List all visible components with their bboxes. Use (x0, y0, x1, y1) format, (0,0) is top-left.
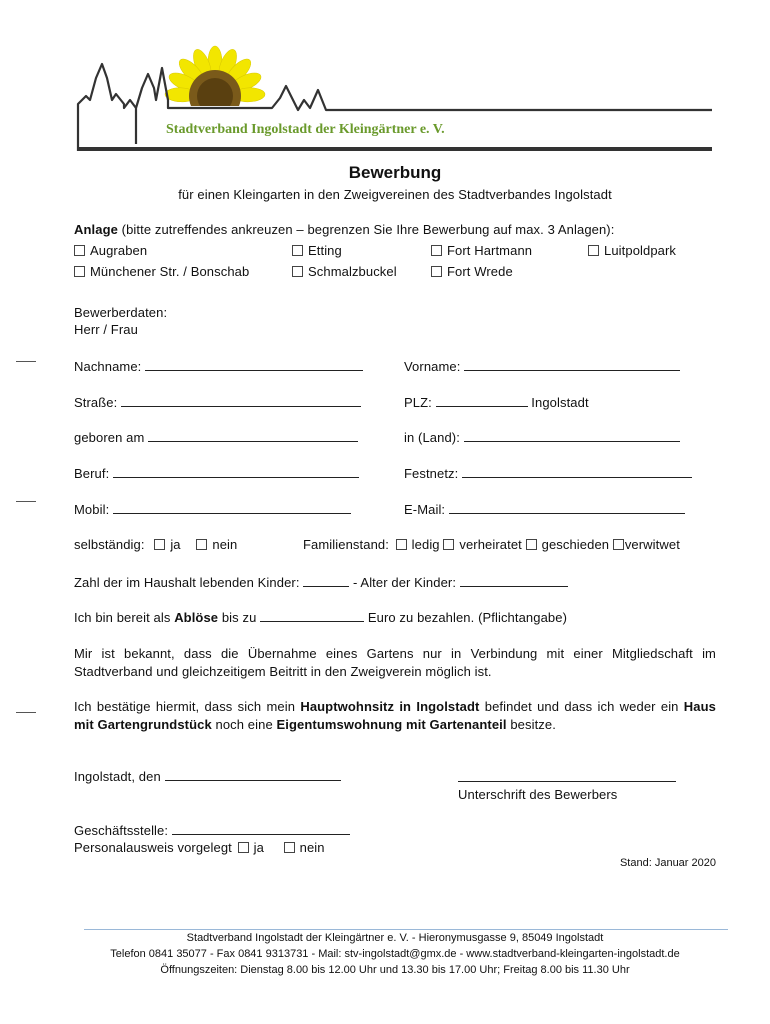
land-input[interactable] (464, 429, 680, 442)
field-label: Straße: (74, 395, 118, 410)
checkbox-verheiratet[interactable] (443, 539, 454, 550)
field-label: selbständig: (74, 537, 145, 552)
footer-hours: Öffnungszeiten: Dienstag 8.00 bis 12.00 Uhr und 13.30 bis 17.00 Uhr; Freitag 8.00 bis 11.30 Uhr (160, 964, 630, 976)
checkbox-geschieden[interactable] (526, 539, 537, 550)
email-field[interactable] (404, 501, 685, 517)
checkbox-nein[interactable] (284, 842, 295, 853)
paragraph-line: Stadtverband und gleichzeitigem Beitritt in den Zweigverein möglich ist. (74, 664, 492, 679)
option-label: Münchener Str. / Bonschab (90, 264, 250, 279)
checkbox[interactable] (292, 266, 303, 277)
option-label: Fort Wrede (447, 264, 513, 279)
field-label: Familienstand: (303, 537, 389, 552)
anlage-option[interactable] (431, 243, 532, 258)
plz-city: Ingolstadt (531, 395, 589, 410)
anlage-hint: (bitte zutreffendes ankreuzen – begrenzen Sie Ihre Bewerbung auf max. 3 Anlagen): (117, 222, 615, 237)
plz-input[interactable] (436, 394, 528, 407)
text: Euro zu bezahlen. (Pflichtangabe) (367, 610, 568, 625)
option-label: verwitwet (624, 537, 680, 552)
checkbox[interactable] (74, 266, 85, 277)
anlage-option[interactable] (431, 264, 513, 279)
bewerberdaten-label: Bewerberdaten: (74, 305, 168, 320)
text-bold: Ablöse (174, 610, 219, 625)
fold-mark (16, 361, 36, 362)
vorname-input[interactable] (464, 358, 680, 371)
signature-label: Unterschrift des Bewerbers (458, 787, 618, 802)
field-label: E-Mail: (404, 502, 446, 517)
strasse-input[interactable] (121, 394, 361, 407)
field-label: in (Land): (404, 430, 460, 445)
strasse-field[interactable] (74, 394, 361, 410)
form-subtitle: für einen Kleingarten in den Zweigvereinen des Stadtverbandes Ingolstadt (178, 187, 612, 202)
festnetz-field[interactable] (404, 465, 692, 481)
field-label: - Alter der Kinder: (353, 575, 457, 590)
kinder-row (74, 574, 568, 590)
signature-line[interactable] (458, 781, 676, 782)
text-bold: Eigentumswohnung mit Gartenanteil (276, 717, 507, 732)
geboren-field[interactable] (74, 429, 358, 445)
beruf-field[interactable] (74, 465, 359, 481)
geboren-input[interactable] (148, 429, 358, 442)
option-label: ja (170, 537, 181, 552)
option-label: verheiratet (459, 537, 522, 552)
fold-mark (16, 712, 36, 713)
field-label: Mobil: (74, 502, 110, 517)
footer-rule (84, 929, 728, 930)
alter-input[interactable] (460, 574, 568, 587)
anlage-option[interactable] (292, 264, 397, 279)
mitgliedschaft-paragraph (74, 645, 716, 681)
ausweis-group (74, 840, 325, 855)
option-label: geschieden (541, 537, 610, 552)
option-label: Fort Hartmann (447, 243, 533, 258)
text-bold: Hauptwohnsitz in Ingolstadt (300, 699, 480, 714)
checkbox[interactable] (588, 245, 599, 256)
kinder-input[interactable] (303, 574, 349, 587)
field-label: Nachname: (74, 359, 142, 374)
text: Ich bin bereit als (74, 610, 175, 625)
field-label: Zahl der im Haushalt lebenden Kinder: (74, 575, 300, 590)
text: besitze. (506, 717, 556, 732)
checkbox-ledig[interactable] (396, 539, 407, 550)
stand-date: Stand: Januar 2020 (619, 857, 716, 869)
text: befindet und dass ich weder ein (479, 699, 684, 714)
checkbox[interactable] (74, 245, 85, 256)
anlage-option[interactable] (74, 243, 147, 258)
field-label: Vorname: (404, 359, 461, 374)
nachname-input[interactable] (145, 358, 363, 371)
paragraph-line: Mir ist bekannt, dass die Übernahme eines Gartens nur in Verbindung mit einer Mitgliedschaft im (74, 646, 716, 661)
checkbox-nein[interactable] (196, 539, 207, 550)
land-field[interactable] (404, 429, 680, 445)
checkbox-ja[interactable] (238, 842, 249, 853)
anlage-option[interactable] (292, 243, 342, 258)
field-label: Geschäftsstelle: (74, 823, 169, 838)
beruf-input[interactable] (113, 465, 359, 478)
field-label: geboren am (74, 430, 145, 445)
field-label: Personalausweis vorgelegt (74, 840, 232, 855)
text: Ich bestätige hiermit, dass sich mein (74, 699, 301, 714)
text-bold: Haus (683, 699, 716, 714)
option-label: Etting (308, 243, 342, 258)
hauptwohnsitz-paragraph (74, 698, 716, 734)
checkbox-ja[interactable] (154, 539, 165, 550)
mobil-input[interactable] (113, 501, 351, 514)
option-label: nein (212, 537, 238, 552)
geschaeftsstelle-field[interactable] (74, 822, 350, 838)
option-label: Schmalzbuckel (308, 264, 397, 279)
option-label: Augraben (90, 243, 148, 258)
abloese-row (74, 609, 567, 625)
checkbox-verwitwet[interactable] (613, 539, 624, 550)
org-title: Stadtverband Ingolstadt der Kleingärtner e. V. (166, 122, 445, 137)
ort-datum-field[interactable] (74, 768, 341, 784)
anlage-heading (74, 222, 614, 237)
email-input[interactable] (449, 501, 685, 514)
text-bold: mit Gartengrundstück (74, 717, 212, 732)
option-label: ja (253, 840, 264, 855)
familienstand-group (303, 537, 680, 552)
anrede-label: Herr / Frau (74, 322, 138, 337)
plz-field[interactable] (404, 394, 589, 410)
festnetz-input[interactable] (462, 465, 692, 478)
paragraph-line (74, 698, 716, 716)
text: noch eine (211, 717, 277, 732)
paragraph-line (74, 716, 716, 734)
geschaeftsstelle-input[interactable] (172, 822, 350, 835)
option-label: ledig (411, 537, 440, 552)
field-label: PLZ: (404, 395, 432, 410)
option-label: nein (299, 840, 325, 855)
checkbox[interactable] (431, 245, 442, 256)
footer-address: Stadtverband Ingolstadt der Kleingärtner e. V. - Hieronymusgasse 9, 85049 Ingolstadt (186, 932, 604, 944)
footer-contact: Telefon 0841 35077 - Fax 0841 9313731 - Mail: stv-ingolstadt@gmx.de - www.stadtverband-kleingarten-ingolstadt.de (110, 948, 680, 960)
field-label: Beruf: (74, 466, 110, 481)
mobil-field[interactable] (74, 501, 351, 517)
option-label: Luitpoldpark (604, 243, 677, 258)
field-label: Festnetz: (404, 466, 459, 481)
selbststaendig-group (74, 537, 237, 552)
text: bis zu (218, 610, 257, 625)
datum-input[interactable] (165, 768, 341, 781)
field-label: Ingolstadt, den (74, 769, 161, 784)
abloese-input[interactable] (260, 609, 364, 622)
form-title: Bewerbung (348, 163, 442, 182)
anlage-option[interactable] (74, 264, 249, 279)
anlage-label: Anlage (74, 222, 118, 237)
anlage-option[interactable] (588, 243, 676, 258)
checkbox[interactable] (431, 266, 442, 277)
vorname-field[interactable] (404, 358, 680, 374)
header-rule (78, 147, 712, 149)
nachname-field[interactable] (74, 358, 363, 374)
checkbox[interactable] (292, 245, 303, 256)
fold-mark (16, 501, 36, 502)
